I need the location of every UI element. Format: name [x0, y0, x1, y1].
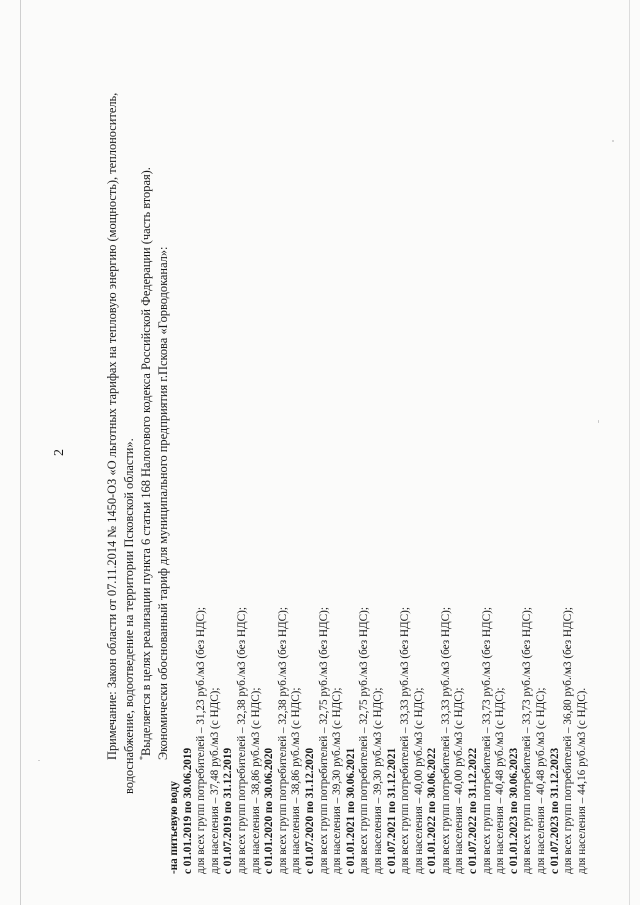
page-number: 2: [52, 449, 67, 456]
tariff-population: для населения – 38,86 руб./м3 (с НДС);: [249, 687, 262, 874]
tariff-period: с 01.01.2022 по 30.06.2022: [426, 747, 439, 874]
rotated-content: [0, 10, 640, 890]
tariff-population: для населения – 39,30 руб./м3 (с НДС);: [331, 687, 344, 874]
tariff-heading: -на питьевую воду: [168, 781, 180, 874]
tariff-all-consumers: для всех групп потребителей – 32,75 руб./м3 (без НДС);: [317, 607, 330, 874]
footnote-text: Выделяется в целях реализации пункта 6 статьи 168 Налогового кодекса Российской Федерации (часть вторая).: [139, 167, 153, 756]
tariff-period: с 01.01.2019 по 30.06.2019: [181, 747, 194, 874]
tariff-period: с 01.01.2023 по 30.06.2023: [507, 747, 520, 874]
tariff-period: с 01.07.2023 по 31.12.2023: [548, 747, 561, 874]
tariff-population: для населения – 40,00 руб./м3 (с НДС);: [453, 687, 466, 874]
tariff-all-consumers: для всех групп потребителей – 32,38 руб./м3 (без НДС);: [276, 607, 289, 874]
tariff-population: для населения – 38,86 руб./м3 (с НДС);: [290, 687, 303, 874]
tariff-period: с 01.07.2019 по 31.12.2019: [222, 747, 235, 874]
tariff-period: с 01.07.2020 по 31.12.2020: [303, 747, 316, 874]
tariff-all-consumers: для всех групп потребителей – 33,73 руб./м3 (без НДС);: [480, 607, 493, 874]
tariff-all-consumers: для всех групп потребителей – 33,33 руб./м3 (без НДС);: [399, 607, 412, 874]
tariff-all-consumers: для всех групп потребителей – 33,73 руб./м3 (без НДС);: [521, 607, 534, 874]
tariff-all-consumers: для всех групп потребителей – 33,33 руб./м3 (без НДС);: [439, 607, 452, 874]
tariff-list: [168, 314, 589, 874]
tariff-population: для населения – 39,30 руб./м3 (с НДС);: [371, 687, 384, 874]
tariff-population: для населения – 40,48 руб./м3 (с НДС);: [494, 687, 507, 874]
tariff-period: с 01.07.2022 по 31.12.2022: [467, 747, 480, 874]
tariff-all-consumers: для всех групп потребителей – 36,80 руб./м3 (без НДС);: [562, 607, 575, 874]
footnote-paragraph: [138, 24, 155, 794]
note-block: [104, 24, 172, 794]
footnote-mark: *: [137, 756, 147, 760]
tariff-intro: Экономически обоснованный тариф для муниципального предприятия г.Пскова «Горводоканал»:: [156, 246, 170, 760]
tariff-period: с 01.01.2020 по 30.06.2020: [263, 747, 276, 874]
note-paragraph: Примечание: Закон области от 07.11.2014 № 1450-ОЗ «О льготных тарифах на тепловую энергию (мощность), теплоноситель, водоснабжение, водоотведение на территории Псковской области».: [105, 92, 136, 794]
tariff-population: для населения – 40,48 руб./м3 (с НДС);: [535, 687, 548, 874]
tariff-population: для населения – 37,48 руб./м3 (с НДС);: [208, 687, 221, 874]
tariff-period: с 01.01.2021 по 30.06.2021: [344, 747, 357, 874]
tariff-period: с 01.07.2021 по 31.12.2021: [385, 747, 398, 874]
tariff-population: для населения – 44,16 руб./м3 (с НДС).: [575, 687, 588, 874]
tariff-all-consumers: для всех групп потребителей – 31,23 руб./м3 (без НДС);: [195, 607, 208, 874]
tariff-all-consumers: для всех групп потребителей – 32,38 руб./м3 (без НДС);: [235, 607, 248, 874]
tariff-all-consumers: для всех групп потребителей – 32,75 руб./м3 (без НДС);: [358, 607, 371, 874]
tariff-population: для населения – 40,00 руб./м3 (с НДС);: [412, 687, 425, 874]
